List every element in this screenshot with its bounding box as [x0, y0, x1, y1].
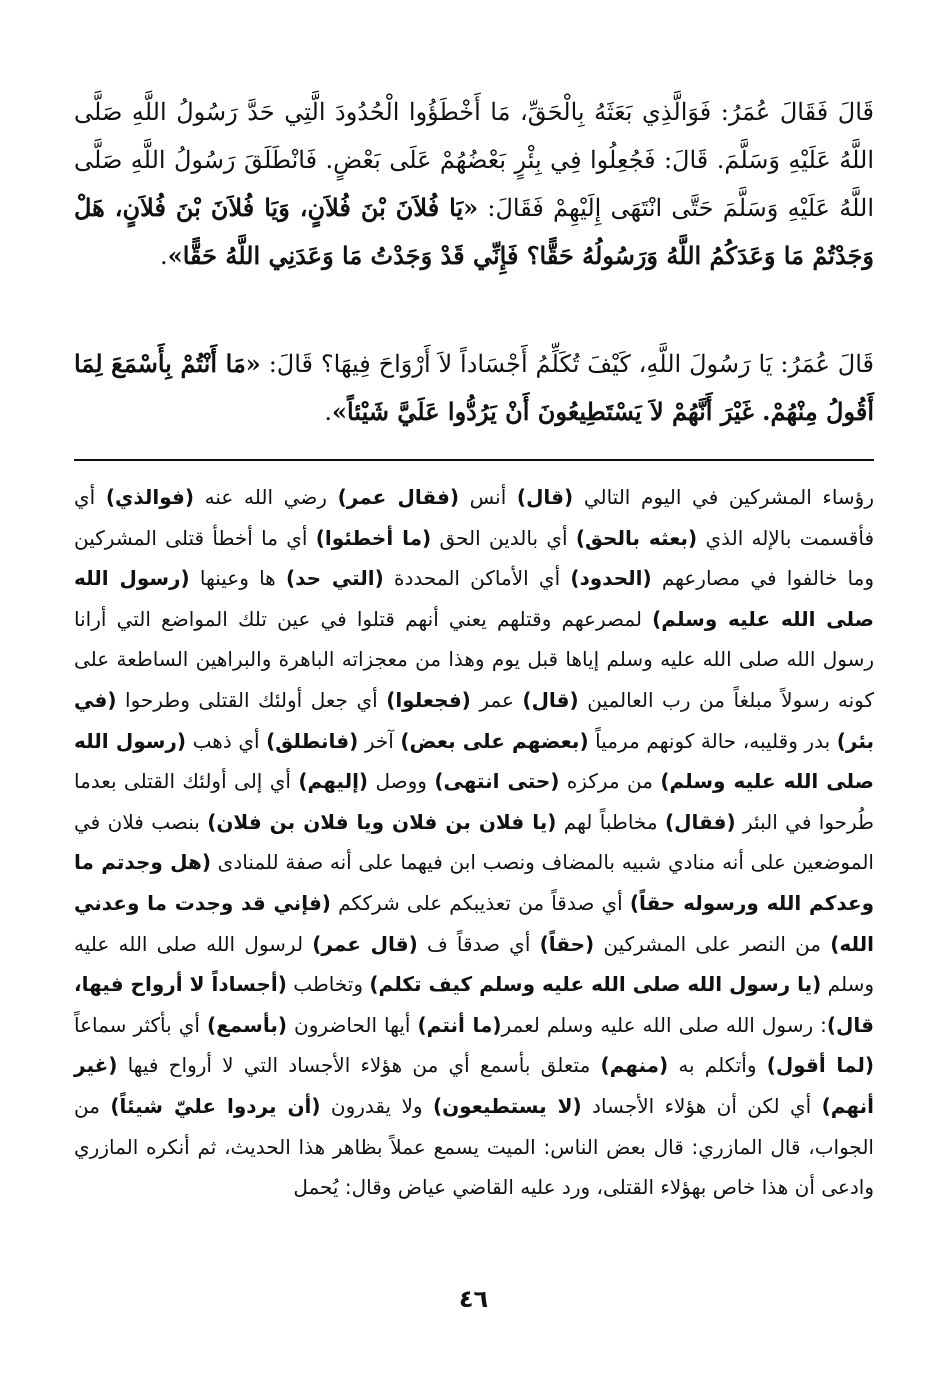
commentary-segment: ولا يقدرون	[320, 1093, 433, 1118]
commentary-bold-segment: (حقاً)	[539, 931, 595, 956]
commentary-segment: ووصل	[368, 769, 435, 794]
commentary-segment: أي صدقاً من تعذيبكم على شرككم	[330, 890, 630, 915]
commentary-segment: أي ذهب	[186, 728, 267, 753]
commentary-segment: وأتكلم به	[668, 1053, 767, 1078]
commentary-bold-segment: (فإني قد وجدت ما وعدني الله)	[74, 890, 874, 956]
commentary-segment: لمصرعهم وقتلهم يعني أنهم قتلوا في عين تلك المواضع التي أرانا رسول الله صلى الله عليه وسلم إياها قبل يوم وهذا من معجزاته الباهرة والبراهين الساطعة على كونه رسولاً مبلغاً من رب العالمين	[74, 606, 874, 712]
commentary-bold-segment: (إليهم)	[298, 769, 369, 794]
commentary-segment: أي إلى أولئك القتلى بعدما طُرحوا في البئر	[74, 769, 874, 834]
commentary-segment: : رسول الله صلى الله عليه وسلم لعمر	[501, 1012, 827, 1037]
commentary-segment: رؤساء المشركين في اليوم التالي	[573, 485, 875, 509]
hadith-bold-segment: «مَا أَنْتُمْ بِأَسْمَعَ لِمَا أَقُولُ مِنْهُمْ. غَيْرَ أَنَّهُمْ لاَ يَسْتَطِيعُونَ أَنْ يَرُدُّوا عَلَيَّ شَيْئاً»	[74, 349, 874, 426]
commentary-segment: أيها الحاضرون	[287, 1012, 418, 1037]
commentary-segment: أي ما أخطأ قتلى المشركين وما خالفوا في مصارعهم	[74, 525, 874, 591]
commentary-segment: من الجواب، قال المازري: قال بعض الناس: الميت يسمع عملاً بظاهر هذا الحديث، ثم أنكره المازري وادعى أن هذا خاص بهؤلاء القتلى، ورد عليه القاضي عياض وقال: يُحمل	[74, 1093, 874, 1200]
commentary-bold-segment: (فقال)	[664, 809, 736, 834]
commentary-bold-segment: (ما أخطئوا)	[315, 525, 432, 550]
commentary-bold-segment: (قال)	[516, 485, 574, 509]
commentary-bold-segment: (فقال عمر)	[337, 485, 460, 509]
commentary-segment: أي فأقسمت بالإله الذي	[74, 485, 875, 550]
hadith-paragraph-1	[74, 88, 874, 280]
commentary-bold-segment: (رسول الله صلى الله عليه وسلم)	[74, 566, 874, 631]
commentary-bold-segment: (لا يستطيعون)	[432, 1093, 582, 1118]
commentary-bold-segment: (حتى انتهى)	[434, 769, 560, 794]
commentary-bold-segment: (فجعلوا)	[386, 687, 471, 712]
commentary-segment: ها وعينها	[189, 566, 286, 591]
commentary-bold-segment: (أن يردوا عليّ شيئاً)	[110, 1093, 321, 1118]
commentary-bold-segment: (رسول الله صلى الله عليه وسلم)	[74, 728, 874, 794]
commentary-segment: أي بأكثر سماعاً	[74, 1012, 207, 1037]
commentary-segment: أي جعل أولئك القتلى وطرحوا	[116, 687, 387, 712]
commentary-bold-segment: (بعثه بالحق)	[575, 525, 698, 550]
hadith-bold-segment: «يَا فُلاَنَ بْنَ فُلاَنٍ، وَيَا فُلاَنَ بْنَ فُلاَنٍ، هَلْ وَجَدْتُمْ مَا وَعَدَكُمُ اللَّهُ وَرَسُولُهُ حَقًّا؟ فَإِنِّي قَدْ وَجَدْتُ مَا وَعَدَنِي اللَّهُ حَقًّا»	[74, 193, 874, 270]
hadith-paragraph-2	[74, 340, 874, 436]
hadith-segment: .	[160, 242, 168, 270]
commentary-segment: بدر وقليبه، حالة كونهم مرمياً	[588, 728, 837, 753]
commentary-segment: أي صدقاً ف	[417, 931, 540, 956]
hadith-segment: قَالَ فَقَالَ عُمَرُ: فَوَالَّذِي بَعَثَهُ بِالْحَقِّ، مَا أَخْطَؤُوا الْحُدُودَ الَّتِي حَدَّ رَسُولُ اللَّهِ صَلَّى اللَّهُ عَلَيْهِ وَسَلَّمَ. قَالَ: فَجُعِلُوا فِي بِئْرٍ بَعْضُهُمْ عَلَى بَعْضٍ. فَانْطَلَقَ رَسُولُ اللَّهِ صَلَّى اللَّهُ عَلَيْهِ وَسَلَّمَ حَتَّى انْتَهَى إِلَيْهِمْ فَقَالَ:	[74, 98, 874, 222]
commentary-bold-segment: (يا فلان بن فلان ويا فلان بن فلان)	[207, 809, 557, 834]
footnote-divider	[74, 459, 874, 461]
commentary-segment: أي بالدين الحق	[431, 525, 576, 550]
commentary-segment: متعلق بأسمع أي من هؤلاء الأجساد التي لا أرواح فيها	[117, 1053, 601, 1078]
commentary-bold-segment: (غير أنهم)	[74, 1053, 875, 1118]
commentary-bold-segment: (قال عمر)	[312, 931, 418, 956]
commentary-bold-segment: (بأسمع)	[206, 1012, 287, 1037]
commentary-segment: من مركزه	[559, 769, 661, 794]
commentary-segment: أي لكن أن هؤلاء الأجساد	[581, 1093, 822, 1118]
page-number: ٤٦	[458, 1285, 489, 1313]
hadith-segment: .	[324, 398, 333, 426]
commentary-bold-segment: (بعضهم على بعض)	[400, 728, 589, 753]
commentary-bold-segment: (منهم)	[600, 1053, 669, 1078]
commentary-segment: أي الأماكن المحددة	[383, 566, 571, 591]
commentary-text	[74, 477, 874, 1208]
commentary-segment: أنس	[459, 485, 517, 509]
commentary-bold-segment: (أجساداً لا أرواح فيها، قال)	[74, 972, 874, 1037]
commentary-bold-segment: (فانطلق)	[266, 728, 359, 753]
commentary-bold-segment: (قال)	[522, 687, 579, 712]
commentary-bold-segment: (هل وجدتم ما وعدكم الله ورسوله حقاً)	[74, 850, 874, 915]
commentary-segment: مخاطباً لهم	[556, 809, 665, 834]
commentary-segment: بنصب فلان في الموضعين على أنه منادي شبيه بالمضاف ونصب ابن فيهما على أنه صفة للمنادى	[74, 809, 874, 875]
commentary-segment: لرسول الله صلى الله عليه وسلم	[74, 931, 874, 997]
commentary-segment: وتخاطب	[286, 972, 370, 997]
commentary-segment: رضي الله عنه	[194, 485, 338, 509]
commentary-bold-segment: (التي حد)	[285, 566, 384, 591]
commentary-bold-segment: (ما أنتم)	[417, 1012, 502, 1037]
commentary-bold-segment: (يا رسول الله صلى الله عليه وسلم كيف تكلم)	[369, 972, 822, 997]
commentary-bold-segment: (الحدود)	[570, 566, 652, 591]
commentary-bold-segment: (فوالذي)	[105, 485, 195, 509]
commentary-segment: من النصر على المشركين	[594, 931, 831, 956]
commentary-segment: عمر	[470, 687, 523, 712]
commentary-bold-segment: (لما أقول)	[766, 1053, 874, 1078]
commentary-segment: آخر	[358, 728, 401, 753]
hadith-segment: قَالَ عُمَرُ: يَا رَسُولَ اللَّهِ، كَيْفَ تُكَلِّمُ أَجْسَاداً لاَ أَرْوَاحَ فِيهَا؟ قَالَ:	[260, 350, 874, 378]
commentary-bold-segment: (في بئر)	[74, 687, 875, 753]
